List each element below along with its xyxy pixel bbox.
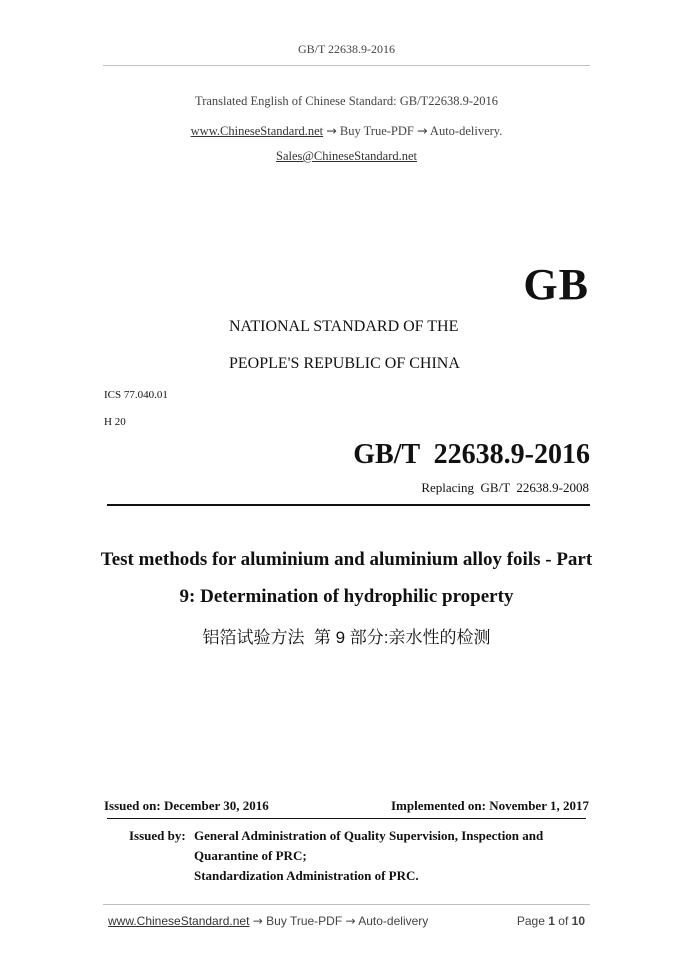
- auto-delivery-text: Auto-delivery.: [427, 124, 503, 138]
- title-line-1: Test methods for aluminium and aluminium alloy foils - Part: [100, 549, 593, 570]
- dates-rule: [107, 818, 586, 819]
- arrow-right-icon: →: [252, 914, 263, 928]
- issuer-org-2: Standardization Administration of PRC.: [194, 868, 419, 883]
- gb-mark: GB: [523, 260, 589, 309]
- issued-by-label: Issued by:: [129, 828, 186, 843]
- issuer-org-1-line-2: Quarantine of PRC;: [194, 848, 307, 863]
- footer-buy-text: Buy True-PDF: [262, 914, 346, 928]
- of-label: of: [558, 914, 569, 928]
- footer-buy-line: [108, 914, 428, 928]
- footer-auto-delivery-text: Auto-delivery: [355, 914, 429, 928]
- website-link[interactable]: www.ChineseStandard.net: [190, 124, 324, 138]
- total-pages: 10: [571, 914, 585, 928]
- h-code: H 20: [104, 416, 126, 428]
- national-line-1: NATIONAL STANDARD OF THE: [229, 318, 459, 335]
- buy-notice-line: [0, 123, 693, 139]
- issuer-org-1-line-1: General Administration of Quality Supervision, Inspection and: [194, 828, 544, 843]
- buy-true-pdf-text: Buy True-PDF: [336, 124, 417, 138]
- footer-rule: [103, 904, 590, 905]
- standard-number: GB/T 22638.9-2016: [353, 439, 590, 470]
- title-line-2: 9: Determination of hydrophilic property: [179, 586, 514, 607]
- header-rule: [103, 65, 590, 66]
- arrow-right-icon: →: [417, 123, 428, 138]
- translated-notice: [0, 94, 693, 109]
- ics-code: ICS 77.040.01: [104, 389, 168, 401]
- replacing-note: Replacing GB/T 22638.9-2008: [421, 480, 589, 495]
- running-title: GB/T 22638.9-2016: [297, 42, 396, 56]
- chinese-title: 铝箔试验方法 第 9 部分:亲水性的检测: [202, 628, 491, 647]
- arrow-right-icon: →: [326, 123, 337, 138]
- page-number: 1: [548, 914, 555, 928]
- sales-line: [0, 149, 693, 164]
- running-header: [0, 42, 693, 57]
- page-label: Page: [516, 914, 545, 928]
- arrow-right-icon: →: [345, 914, 356, 928]
- page-indicator: [517, 914, 585, 928]
- issued-on: Issued on: December 30, 2016: [104, 798, 269, 813]
- national-line-2: PEOPLE'S REPUBLIC OF CHINA: [229, 355, 460, 372]
- translated-line: Translated English of Chinese Standard: GB/T22638.9-2016: [195, 94, 498, 108]
- implemented-on: Implemented on: November 1, 2017: [391, 798, 589, 813]
- title-rule: [107, 504, 590, 506]
- footer-website-link[interactable]: www.ChineseStandard.net: [108, 914, 250, 928]
- sales-email-link[interactable]: Sales@ChineseStandard.net: [276, 149, 417, 163]
